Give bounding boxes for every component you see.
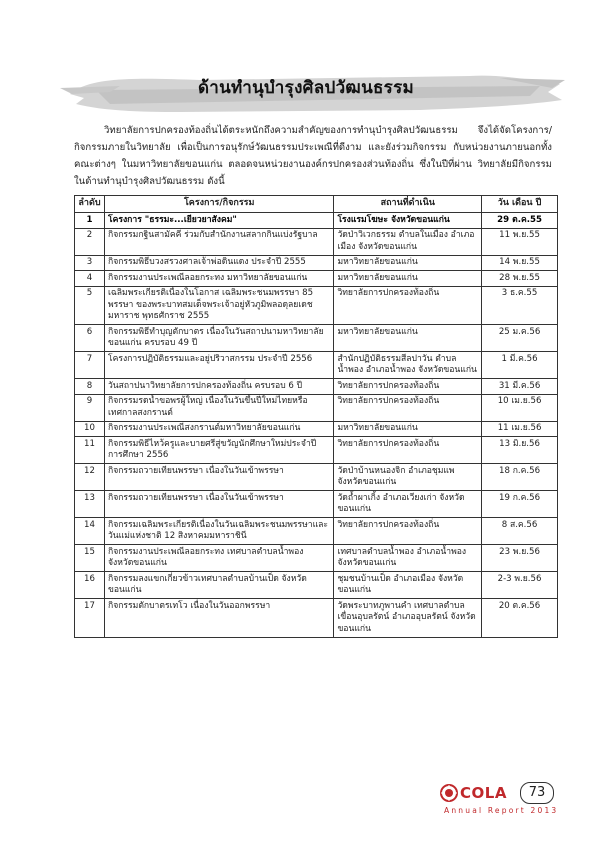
table-row [75, 437, 558, 464]
row-number: 2 [75, 228, 105, 255]
table-row [75, 545, 558, 572]
row-number: 4 [75, 271, 105, 287]
row-number: 17 [75, 599, 105, 638]
row-number: 14 [75, 518, 105, 545]
row-activity: กิจกรรมถวายเทียนพรรษา เนื่องในวันเข้าพรรษา [104, 464, 333, 491]
row-number: 7 [75, 352, 105, 379]
row-number: 16 [75, 572, 105, 599]
row-place: สำนักปฏิบัติธรรมสีลปาวัน ตำบลน้ำพอง อำเภอน้ำพอง จังหวัดขอนแก่น [334, 352, 482, 379]
row-place: มหาวิทยาลัยขอนแก่น [334, 325, 482, 352]
row-activity: กิจกรรมงานประเพณีสงกรานต์มหาวิทยาลัยขอนแก่น [104, 421, 333, 437]
row-number: 9 [75, 394, 105, 421]
table-header-row [75, 196, 558, 213]
row-place: วัดป่าวิเวกธรรม ตำบลในเมือง อำเภอเมือง จังหวัดขอนแก่น [334, 228, 482, 255]
row-activity: กิจกรรมตักบาตรเทโว เนื่องในวันออกพรรษา [104, 599, 333, 638]
row-place: วิทยาลัยการปกครองท้องถิ่น [334, 518, 482, 545]
row-place: วิทยาลัยการปกครองท้องถิ่น [334, 286, 482, 325]
intro-paragraph [74, 122, 552, 190]
row-activity: กิจกรรมพิธีบวงสรวงศาลเจ้าพ่อดินแดง ประจำปี 2555 [104, 255, 333, 271]
row-number: 5 [75, 286, 105, 325]
row-date: 19 ก.ค.56 [482, 491, 558, 518]
row-place: เทศบาลตำบลน้ำพอง อำเภอน้ำพอง จังหวัดขอนแก่น [334, 545, 482, 572]
row-date: 10 เม.ย.56 [482, 394, 558, 421]
row-date: 29 ต.ค.55 [482, 213, 558, 229]
row-activity: กิจกรรมรดน้ำขอพรผู้ใหญ่ เนื่องในวันขึ้นปีใหม่ไทยหรือเทศกาลสงกรานต์ [104, 394, 333, 421]
row-place: มหาวิทยาลัยขอนแก่น [334, 255, 482, 271]
row-date: 31 มี.ค.56 [482, 379, 558, 395]
row-place: วิทยาลัยการปกครองท้องถิ่น [334, 394, 482, 421]
header-place: สถานที่ดำเนิน [334, 196, 482, 213]
header-activity: โครงการ/กิจกรรม [104, 196, 333, 213]
row-date: 20 ต.ค.56 [482, 599, 558, 638]
row-date: 2-3 พ.ย.56 [482, 572, 558, 599]
row-number: 1 [75, 213, 105, 229]
row-date: 11 พ.ย.55 [482, 228, 558, 255]
row-date: 25 ม.ค.56 [482, 325, 558, 352]
row-number: 8 [75, 379, 105, 395]
header-date: วัน เดือน ปี [482, 196, 558, 213]
row-place: วัดถ้ำผาเกิ้ง อำเภอเวียงเก่า จังหวัดขอนแก่น [334, 491, 482, 518]
row-date: 13 มิ.ย.56 [482, 437, 558, 464]
row-date: 23 พ.ย.56 [482, 545, 558, 572]
row-date: 28 พ.ย.55 [482, 271, 558, 287]
table-row [75, 421, 558, 437]
row-activity: กิจกรรมเฉลิมพระเกียรติเนื่องในวันเฉลิมพระชนมพรรษาและวันแม่แห่งชาติ 12 สิงหาคมมหาราชินี [104, 518, 333, 545]
row-activity: กิจกรรมพิธีไหว้ครูและบายศรีสู่ขวัญนักศึกษาใหม่ประจำปีการศึกษา 2556 [104, 437, 333, 464]
table-row [75, 255, 558, 271]
logo-text: COLA [460, 784, 507, 802]
row-activity: เฉลิมพระเกียรติเนื่องในโอกาส เฉลิมพระชนมพรรษา 85 พรรษา ของพระบาทสมเด็จพระเจ้าอยู่หัวภูมิพลอดุลยเดช มหาราช พุทธศักราช 2555 [104, 286, 333, 325]
row-date: 1 มี.ค.56 [482, 352, 558, 379]
row-activity: กิจกรรมงานประเพณีลอยกระทง มหาวิทยาลัยขอนแก่น [104, 271, 333, 287]
page-number: 73 [520, 782, 554, 804]
row-activity: กิจกรรมพิธีทำบุญตักบาตร เนื่องในวันสถาปนามหาวิทยาลัยขอนแก่น ครบรอบ 49 ปี [104, 325, 333, 352]
row-place: มหาวิทยาลัยขอนแก่น [334, 421, 482, 437]
table-row [75, 213, 558, 229]
row-date: 11 เม.ย.56 [482, 421, 558, 437]
annual-report-label: Annual Report 2013 [444, 806, 559, 815]
row-place: มหาวิทยาลัยขอนแก่น [334, 271, 482, 287]
table-row [75, 286, 558, 325]
row-place: วิทยาลัยการปกครองท้องถิ่น [334, 379, 482, 395]
row-activity: กิจกรรมกฐินสามัคคี ร่วมกับสำนักงานสลากกินแบ่งรัฐบาล [104, 228, 333, 255]
row-place: โรงแรมโฆษะ จังหวัดขอนแก่น [334, 213, 482, 229]
intro-text: วิทยาลัยการปกครองท้องถิ่นได้ตระหนักถึงความสำคัญของการทำนุบำรุงศิลปวัฒนธรรม จึงได้จัดโครงการ/กิจกรรมภายในวิทยาลัย เพื่อเป็นการอนุรักษ์วัฒนธรรมประเพณีที่ดีงาม และยังร่วมกิจกรรม กับหน่วยงานภายนอกทั้งคณะต่างๆ ในมหาวิทยาลัยขอนแก่น ตลอดจนหน่วยงานองค์กรปกครองส่วนท้องถิ่น ซึ่งในปีที่ผ่าน วิทยาลัยมีกิจกรรมในด้านทำนุบำรุงศิลปวัฒนธรรม ดังนี้ [74, 125, 552, 187]
row-number: 3 [75, 255, 105, 271]
row-number: 6 [75, 325, 105, 352]
row-place: วัดพระบาทภูพานคำ เทศบาลตำบลเขื่อนอุบลรัตน์ อำเภออุบลรัตน์ จังหวัดขอนแก่น [334, 599, 482, 638]
table-row [75, 228, 558, 255]
row-place: วิทยาลัยการปกครองท้องถิ่น [334, 437, 482, 464]
row-date: 18 ก.ค.56 [482, 464, 558, 491]
header-number: ลำดับ [75, 196, 105, 213]
cola-logo-icon [440, 784, 458, 802]
table-row [75, 491, 558, 518]
activities-table [74, 195, 558, 638]
row-activity: กิจกรรมงานประเพณีลอยกระทง เทศบาลตำบลน้ำพอง จังหวัดขอนแก่น [104, 545, 333, 572]
row-date: 3 ธ.ค.55 [482, 286, 558, 325]
row-number: 15 [75, 545, 105, 572]
table-row [75, 271, 558, 287]
row-date: 8 ส.ค.56 [482, 518, 558, 545]
row-activity: กิจกรรมลงแขกเกี่ยวข้าวเทศบาลตำบลบ้านเป็ด จังหวัดขอนแก่น [104, 572, 333, 599]
row-activity: วันสถาปนาวิทยาลัยการปกครองท้องถิ่น ครบรอบ 6 ปี [104, 379, 333, 395]
table-row [75, 394, 558, 421]
row-place: วัดป่าบ้านหนองจิก อำเภอชุมแพ จังหวัดขอนแก่น [334, 464, 482, 491]
table-row [75, 599, 558, 638]
row-place: ชุมชนบ้านเป็ด อำเภอเมือง จังหวัดขอนแก่น [334, 572, 482, 599]
row-date: 14 พ.ย.55 [482, 255, 558, 271]
footer-branding [440, 782, 559, 822]
row-activity: โครงการปฏิบัติธรรมและอยู่ปริวาสกรรม ประจำปี 2556 [104, 352, 333, 379]
row-activity: กิจกรรมถวายเทียนพรรษา เนื่องในวันเข้าพรรษา [104, 491, 333, 518]
table-row [75, 325, 558, 352]
table-row [75, 572, 558, 599]
row-number: 11 [75, 437, 105, 464]
row-activity: โครงการ "ธรรมะ...เยียวยาสังคม" [104, 213, 333, 229]
page-title: ด้านทำนุบำรุงศิลปวัฒนธรรม [197, 78, 415, 98]
table-row [75, 464, 558, 491]
table-row [75, 518, 558, 545]
row-number: 12 [75, 464, 105, 491]
row-number: 10 [75, 421, 105, 437]
table-row [75, 379, 558, 395]
row-number: 13 [75, 491, 105, 518]
table-row [75, 352, 558, 379]
